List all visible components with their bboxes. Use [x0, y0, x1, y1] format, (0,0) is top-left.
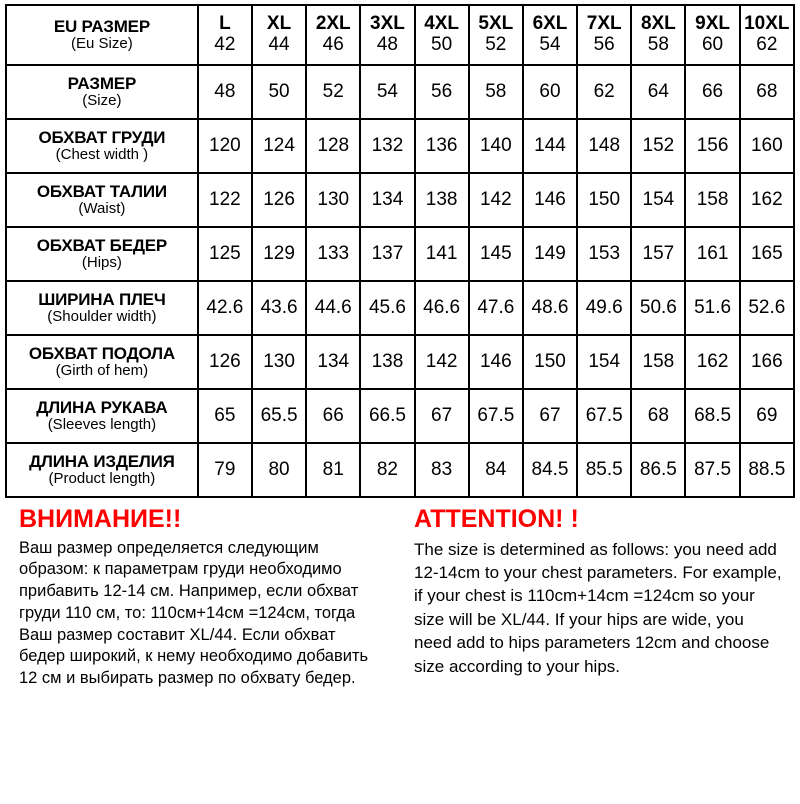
size-chart-page [0, 4, 800, 804]
cell: 86.5 [631, 443, 685, 497]
cell: 52 [306, 65, 360, 119]
cell: 124 [252, 119, 306, 173]
cell [523, 5, 577, 65]
cell: 166 [740, 335, 794, 389]
cell: 67.5 [469, 389, 523, 443]
cell: 158 [631, 335, 685, 389]
cell [252, 5, 306, 65]
cell: 67 [523, 389, 577, 443]
cell: 83 [415, 443, 469, 497]
cell-bottom: 46 [322, 34, 344, 55]
cell: 54 [360, 65, 414, 119]
row-label-en: (Waist) [78, 200, 126, 218]
cell-bottom: 44 [268, 34, 290, 55]
row-label-en: (Hips) [81, 254, 122, 272]
cell-bottom: 60 [701, 34, 724, 55]
cell: 64 [631, 65, 685, 119]
cell-top: 10XL [744, 13, 790, 35]
row-label-en: (Size) [82, 92, 122, 110]
cell: 47.6 [469, 281, 523, 335]
cell: 165 [740, 227, 794, 281]
note-russian [5, 506, 400, 690]
row-header-shoulder [6, 281, 198, 335]
cell: 79 [198, 443, 252, 497]
table-row [6, 227, 794, 281]
cell: 160 [740, 119, 794, 173]
cell: 65 [198, 389, 252, 443]
cell: 80 [252, 443, 306, 497]
cell: 122 [198, 173, 252, 227]
cell: 126 [252, 173, 306, 227]
cell: 158 [685, 173, 739, 227]
cell: 152 [631, 119, 685, 173]
cell: 150 [577, 173, 631, 227]
cell: 142 [469, 173, 523, 227]
row-header-hem [6, 335, 198, 389]
cell: 134 [306, 335, 360, 389]
row-label-ru: ОБХВАТ ТАЛИИ [36, 181, 167, 201]
table-row [6, 281, 794, 335]
notes-section [5, 506, 795, 690]
table-row [6, 5, 794, 65]
cell-bottom: 52 [485, 34, 507, 55]
table-row [6, 443, 794, 497]
cell: 162 [740, 173, 794, 227]
cell-bottom: 58 [647, 34, 669, 55]
cell: 81 [306, 443, 360, 497]
cell-bottom: 50 [431, 34, 453, 55]
row-header-hips [6, 227, 198, 281]
cell [577, 5, 631, 65]
row-header-eu-size [6, 5, 198, 65]
cell: 136 [415, 119, 469, 173]
cell: 68 [631, 389, 685, 443]
cell: 130 [252, 335, 306, 389]
cell: 87.5 [685, 443, 739, 497]
cell: 120 [198, 119, 252, 173]
cell [306, 5, 360, 65]
cell-top: L [219, 13, 231, 35]
cell: 88.5 [740, 443, 794, 497]
size-chart-table [5, 4, 795, 498]
cell: 129 [252, 227, 306, 281]
cell: 58 [469, 65, 523, 119]
cell: 84.5 [523, 443, 577, 497]
cell [415, 5, 469, 65]
row-header-sleeves [6, 389, 198, 443]
cell-top: 2XL [315, 13, 351, 35]
cell: 48.6 [523, 281, 577, 335]
cell: 126 [198, 335, 252, 389]
cell: 145 [469, 227, 523, 281]
row-label-en: (Shoulder width) [47, 308, 157, 326]
cell: 162 [685, 335, 739, 389]
cell [360, 5, 414, 65]
row-label-ru: ШИРИНА ПЛЕЧ [38, 289, 166, 309]
cell: 144 [523, 119, 577, 173]
row-label-en: (Eu Size) [71, 35, 133, 53]
cell: 49.6 [577, 281, 631, 335]
cell: 51.6 [685, 281, 739, 335]
note-body-en: The size is determined as follows: you need add 12-14cm to your chest parameters. For example, if your chest is 110cm+14cm =124cm so your size will be XL/44. If your hips are wide, you need add to hips parameters 12cm and choose size according to your hips. [414, 539, 782, 676]
note-title-en: ATTENTION! ! [414, 505, 579, 533]
cell: 46.6 [415, 281, 469, 335]
row-label-ru: ОБХВАТ БЕДЕР [36, 235, 168, 255]
cell: 148 [577, 119, 631, 173]
cell: 128 [306, 119, 360, 173]
row-label-ru: ОБХВАТ ПОДОЛА [28, 343, 175, 363]
row-label-ru: РАЗМЕР [67, 73, 137, 93]
cell: 132 [360, 119, 414, 173]
cell: 43.6 [252, 281, 306, 335]
cell: 161 [685, 227, 739, 281]
cell: 125 [198, 227, 252, 281]
cell-top: 4XL [424, 13, 460, 35]
cell-top: 7XL [586, 13, 622, 35]
cell: 154 [631, 173, 685, 227]
row-label-ru: EU РАЗМЕР [53, 16, 150, 36]
cell-bottom: 62 [756, 34, 778, 55]
cell-top: 6XL [532, 13, 568, 35]
cell: 150 [523, 335, 577, 389]
table-row [6, 173, 794, 227]
note-english [400, 506, 795, 690]
row-header-product-length [6, 443, 198, 497]
cell: 85.5 [577, 443, 631, 497]
cell: 60 [523, 65, 577, 119]
cell: 133 [306, 227, 360, 281]
cell: 67 [415, 389, 469, 443]
cell: 66 [306, 389, 360, 443]
row-label-ru: ДЛИНА ИЗДЕЛИЯ [29, 451, 175, 471]
note-body-ru: Ваш размер определяется следующим образом: к параметрам груди необходимо прибавить 12-14 см. Например, если обхват груди 110 см, то: 110см+14см =124см, тогда Ваш размер составит XL/44. Если обхват бедер широкий, к нему необходимо добавить 12 см и выбирать размер по обхвату бедер. [19, 538, 369, 688]
cell: 65.5 [252, 389, 306, 443]
row-header-waist [6, 173, 198, 227]
cell: 68 [740, 65, 794, 119]
row-label-en: (Sleeves length) [47, 416, 157, 434]
cell: 56 [415, 65, 469, 119]
cell-bottom: 48 [376, 34, 398, 55]
cell [740, 5, 794, 65]
row-label-ru: ОБХВАТ ГРУДИ [38, 127, 166, 147]
cell: 50 [252, 65, 306, 119]
cell: 52.6 [740, 281, 794, 335]
cell-top: 9XL [695, 13, 730, 35]
cell: 138 [360, 335, 414, 389]
cell: 137 [360, 227, 414, 281]
cell: 142 [415, 335, 469, 389]
row-label-en: (Chest width ) [55, 146, 149, 164]
cell-bottom: 54 [539, 34, 561, 55]
cell-bottom: 42 [214, 34, 236, 55]
cell: 42.6 [198, 281, 252, 335]
cell: 134 [360, 173, 414, 227]
note-title-ru: ВНИМАНИЕ!! [19, 505, 182, 533]
cell: 130 [306, 173, 360, 227]
row-header-chest [6, 119, 198, 173]
cell: 149 [523, 227, 577, 281]
cell [469, 5, 523, 65]
cell: 68.5 [685, 389, 739, 443]
cell [198, 5, 252, 65]
table-row [6, 335, 794, 389]
cell: 141 [415, 227, 469, 281]
cell: 140 [469, 119, 523, 173]
cell: 44.6 [306, 281, 360, 335]
cell: 157 [631, 227, 685, 281]
cell: 146 [469, 335, 523, 389]
cell: 154 [577, 335, 631, 389]
cell: 82 [360, 443, 414, 497]
cell [631, 5, 685, 65]
row-label-en: (Girth of hem) [55, 362, 149, 380]
row-label-en: (Product length) [48, 470, 156, 488]
cell [685, 5, 739, 65]
cell: 48 [198, 65, 252, 119]
cell: 66 [685, 65, 739, 119]
cell: 138 [415, 173, 469, 227]
cell: 45.6 [360, 281, 414, 335]
cell: 146 [523, 173, 577, 227]
row-header-size [6, 65, 198, 119]
cell-top: 3XL [370, 13, 405, 35]
row-label-ru: ДЛИНА РУКАВА [36, 397, 168, 417]
cell: 62 [577, 65, 631, 119]
cell: 67.5 [577, 389, 631, 443]
cell: 66.5 [360, 389, 414, 443]
table-row [6, 119, 794, 173]
cell: 84 [469, 443, 523, 497]
table-row [6, 389, 794, 443]
cell: 50.6 [631, 281, 685, 335]
table-row [6, 65, 794, 119]
cell-top: 5XL [478, 13, 514, 35]
cell-bottom: 56 [593, 34, 615, 55]
cell: 156 [685, 119, 739, 173]
cell-top: XL [266, 13, 292, 35]
cell: 153 [577, 227, 631, 281]
cell-top: 8XL [640, 13, 676, 35]
cell: 69 [740, 389, 794, 443]
